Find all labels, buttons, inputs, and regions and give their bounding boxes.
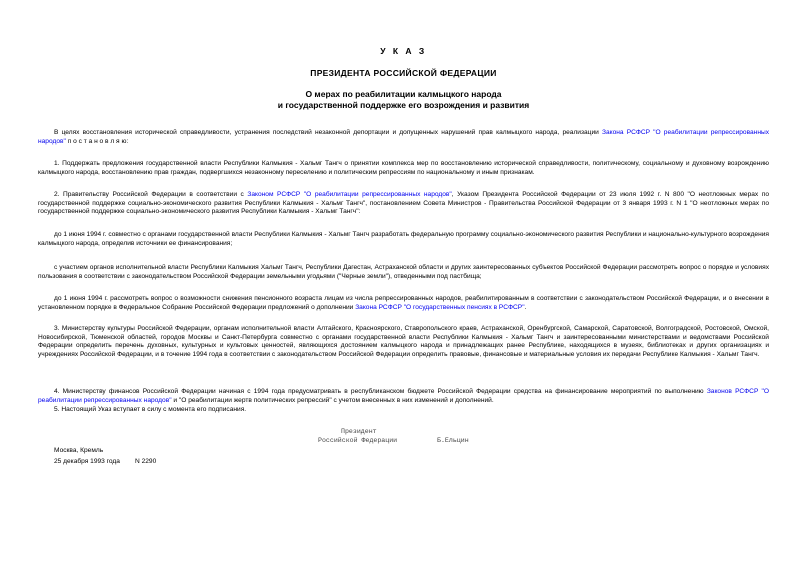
signature-title-line-2: Российской Федерации	[318, 437, 398, 444]
law-link-rehabilitation-2[interactable]: Законом РСФСР "О реабилитации репрессированных народов"	[247, 191, 452, 198]
paragraph-4-text: 4. Министерству финансов Российской Федерации начиная с 1994 года предусматривать в республиканском бюджете Российской Федерации средства на финансирование мероприятий по выполнению	[54, 388, 707, 395]
paragraph-5	[38, 406, 769, 415]
preamble-paragraph	[38, 129, 769, 146]
signing-place: Москва, Кремль	[54, 447, 104, 454]
paragraph-2a-text: до 1 июня 1994 г. совместно с органами государственной власти Республики Калмыкия - Хальмг Тангч разработать федеральную программу социально-экономического развития Республики и национально-культурного возрождения калмыцкого народа, определив источники ее финансирования;	[38, 231, 769, 247]
issuer-title: ПРЕЗИДЕНТА РОССИЙСКОЙ ФЕДЕРАЦИИ	[310, 68, 497, 78]
law-link-rehabilitation-3[interactable]: Законов РСФСР "О реабилитации репрессированных народов"	[38, 388, 769, 404]
paragraph-2a	[38, 231, 769, 248]
paragraph-2b-text: с участием органов исполнительной власти Республики Калмыкия Хальмг Тангч, Республики Дагестан, Астраханской области и других заинтересованных субъектов Российской Федерации рассмотреть вопрос о порядке и условиях пользования в соответствии с законодательством Российской Федерации земельными угодьями ("Черные земли"), отведенными под пастбища;	[38, 264, 769, 280]
paragraph-3	[38, 325, 769, 359]
paragraph-2c	[38, 295, 769, 312]
document-type-title: У К А З	[380, 46, 427, 56]
paragraph-3-text: 3. Министерству культуры Российской Федерации, органам исполнительной власти Алтайского, Красноярского, Ставропольского краев, Астраханской, Оренбургской, Самарской, Саратовской, Волгоградской, Ростовской, Омской, Новосибирской, Тюменской областей, городов Москвы и Санкт-Петербурга совместно с органами государственной власти Республики Калмыкия - Хальмг Тангч и заинтересованными министерствами и ведомствами Российской Федерации определить перечень духовных, культурных и культовых ценностей, являющихся достоянием калмыцкого народа и принадлежащих ранее Республике, находящихся в музеях, библиотеках и других организациях и учреждениях Российской Федерации, и в точение 1994 года в соответствии с законодательством Российской Федерации определить правовые, финансовые и материальные условия их передачи Республике Калмыкия - Хальмг Тангч.	[38, 325, 769, 358]
document-heading	[0, 89, 807, 110]
preamble-text: В целях восстановления исторической справедливости, устранения последствий незаконной депортации и допущенных нарушений прав калмыцкого народа, реализации	[54, 129, 602, 136]
paragraph-2c-text: до 1 июня 1994 г. рассмотреть вопрос о возможности снижения пенсионного возраста лицам из числа репрессированных народов, реабилитированным в соответствии с законодательством Российской Федерации, и о внесении в установленном порядке в Федеральное Собрание Российской Федерации предложений о дополнении	[38, 295, 769, 311]
heading-line-2: и государственной поддержке его возрождения и развития	[277, 99, 530, 110]
paragraph-5-text: 5. Настоящий Указ вступает в силу с момента его подписания.	[54, 406, 247, 413]
paragraph-2-intro: 2. Правительству Российской Федерации в соответствии с	[54, 191, 248, 198]
signature-name: Б.Ельцин	[437, 437, 469, 444]
paragraph-1-text: 1. Поддержать предложения государственной власти Республики Калмыкия - Хальмг Тангч о принятии комплекса мер по восстановлению исторической справедливости, политическому, социальному и духовному возрождению калмыцкого народа, восстановлению прав граждан, подвергшихся незаконному переселению и политическим репрессиям по национальному и иным признакам.	[38, 160, 769, 176]
signature-title-line-1: Президент	[341, 428, 377, 435]
law-link-rehabilitation[interactable]: Закона РСФСР "О реабилитации репрессированных народов"	[38, 129, 769, 145]
heading-line-1: О мерах по реабилитации калмыцкого народа	[305, 89, 502, 99]
paragraph-4-rest: и "О реабилитации жертв политических репрессий" с учетом внесенных в них изменений и дополнений.	[171, 396, 494, 404]
paragraph-1	[38, 160, 769, 177]
paragraph-2-rest: , Указом Президента Российской Федерации от 23 июля 1992 г. N 800 "О неотложных мерах по государственной поддержке социально-экономического развития Республики Калмыкия - Хальмг Тангч", постановлением Совета Министров - Правительства Российской Федерации от 3 января 1993 г. N 1 "О неотложных мерах по государственной поддержке социально-экономического развития Республики Калмыкия - Хальмг Тангч":	[38, 191, 769, 216]
paragraph-2b	[38, 264, 769, 281]
paragraph-4	[38, 388, 769, 405]
law-link-pensions[interactable]: Закона РСФСР "О государственных пенсиях в РСФСР"	[355, 303, 525, 311]
signing-date: 25 декабря 1993 года	[54, 458, 120, 465]
decree-number: N 2290	[135, 458, 157, 465]
paragraph-2	[38, 191, 769, 217]
preamble-decree: п о с т а н о в л я ю:	[65, 137, 129, 145]
paragraph-2c-end: .	[524, 303, 527, 311]
